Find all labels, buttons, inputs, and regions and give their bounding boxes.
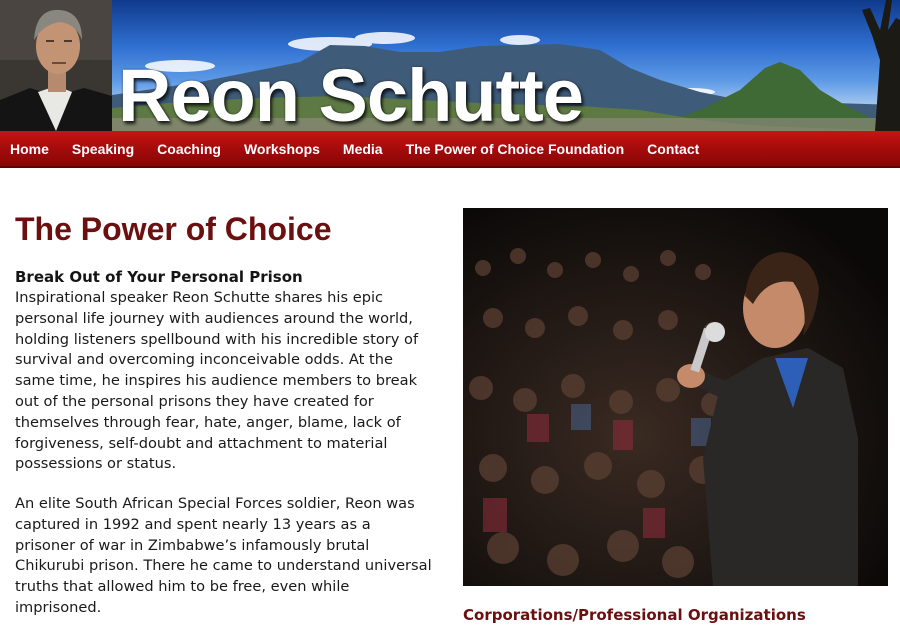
portrait-photo [0, 0, 112, 131]
intro-paragraph: Inspirational speaker Reon Schutte shares his epic personal life journey with audiences around the world, holding listeners spellbound with his incredible story of survival and overcoming inconceivable odds. At the same time, he inspires his audience members to break out of the personal prisons they have created for themselves through fear, hate, anger, blame, lack of forgiveness, self-doubt and attachment to material possessions or status. [15, 289, 419, 473]
nav-item-speaking[interactable]: Speaking [71, 140, 135, 157]
speaker-photo [463, 208, 888, 586]
background-paragraph: An elite South African Special Forces soldier, Reon was captured in 1992 and spent nearly 13 years as a prisoner of war in Zimbabwe’s infamously brutal Chikurubi prison. There he came to understand universal truths that allowed him to be free, even while imprisoned. [15, 495, 432, 616]
portrait-image [0, 0, 112, 131]
nav-item-foundation[interactable]: The Power of Choice Foundation [405, 140, 625, 157]
section-subheading: Break Out of Your Personal Prison [15, 268, 303, 286]
cut-off-paragraph [15, 617, 433, 630]
nav-item-coaching[interactable]: Coaching [157, 140, 221, 157]
nav-item-media[interactable]: Media [342, 140, 383, 157]
nav-item-home[interactable]: Home [10, 140, 49, 157]
nav-item-contact[interactable]: Contact [647, 140, 700, 157]
main-nav [0, 131, 900, 168]
header-banner [0, 0, 900, 131]
sidebar-heading: Corporations/Professional Organizations [463, 606, 806, 624]
nav-item-workshops[interactable]: Workshops [243, 140, 320, 157]
speaker-on-stage-image [463, 208, 888, 586]
page-title: The Power of Choice [15, 211, 332, 247]
site-title[interactable]: Reon Schutte [118, 54, 583, 131]
